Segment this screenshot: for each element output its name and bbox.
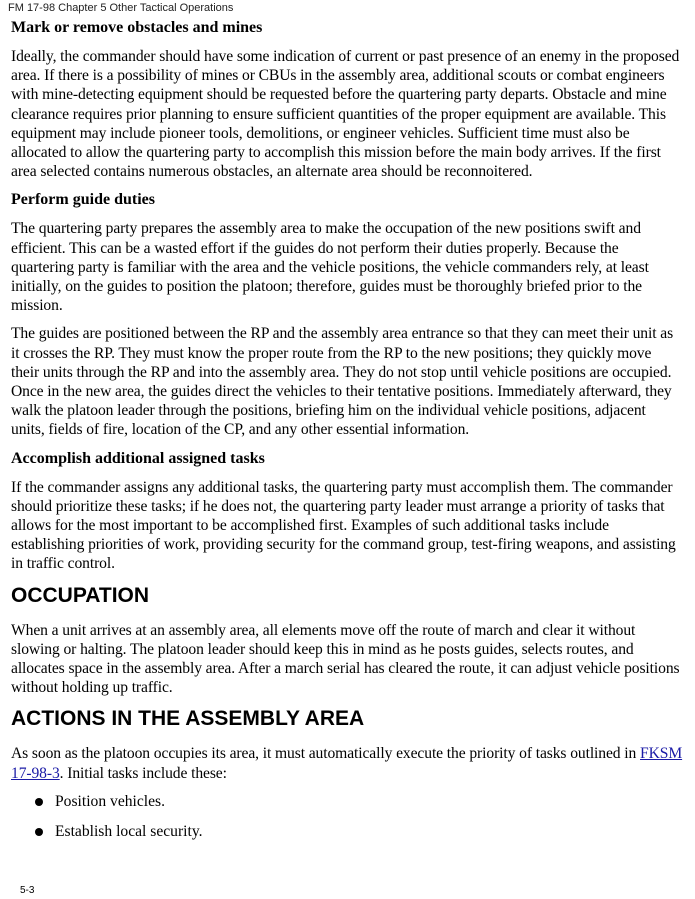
heading-occupation: OCCUPATION xyxy=(11,583,150,607)
bullet-icon xyxy=(35,828,43,836)
document-body xyxy=(11,18,683,852)
running-header: FM 17-98 Chapter 5 Other Tactical Operations xyxy=(8,2,234,14)
list-item-text: Position vehicles. xyxy=(55,792,166,810)
paragraph-additional-tasks: If the commander assigns any additional tasks, the quartering party must accomplish them. The commander should prioritize these tasks; if he does not, the quartering party leader must arrange a priority of tasks that allows for the most important to be accomplished first. Examples of such additional tasks include establishing priorities of work, providing security for the command group, test-firing weapons, and assisting in traffic control. xyxy=(11,478,676,573)
heading-mark-remove-obstacles: Mark or remove obstacles and mines xyxy=(11,19,263,36)
list-item xyxy=(55,792,683,811)
paragraph-guide-duties-1: The quartering party prepares the assembly area to make the occupation of the new positions swift and efficient. This can be a wasted effort if the guides do not perform their duties properly. Because the quartering party is familiar with the area and the vehicle positions, the vehicle commanders rely, at least initially, on the guides to position the platoon; therefore, guides must be thoroughly briefed prior to the mission. xyxy=(11,220,649,315)
initial-tasks-list xyxy=(11,792,683,841)
heading-additional-tasks: Accomplish additional assigned tasks xyxy=(11,449,265,467)
heading-actions-assembly-area: ACTIONS IN THE ASSEMBLY AREA xyxy=(11,707,365,731)
fksm-link[interactable]: FKSM 17-98-3 xyxy=(11,745,683,782)
paragraph-occupation: When a unit arrives at an assembly area, all elements move off the route of march and clear it without slowing or halting. The platoon leader should keep this in mind as he posts guides, selects routes, and allocates space in the assembly area. After a march serial has cleared the route, it can adjust vehicle positions without holding up traffic. xyxy=(11,621,680,697)
paragraph-guide-duties-2: The guides are positioned between the RP and the assembly area entrance so that they can meet their unit as it crosses the RP. They must know the proper route from the RP to the new positions; they quickly move their units through the RP and into the assembly area. They do not stop until vehicle positions are occupied. Once in the new area, the guides direct the vehicles to their tentative positions. Immediately afterward, they walk the platoon leader through the positions, briefing him on the individual vehicle positions, adjacent units, fields of fire, location of the CP, and any other essential information. xyxy=(11,325,674,439)
page-number: 5-3 xyxy=(20,885,35,896)
list-item xyxy=(55,822,683,841)
actions-text-before: As soon as the platoon occupies its area, it must automatically execute the priority of tasks outlined in xyxy=(11,745,641,763)
actions-text-after: . Initial tasks include these: xyxy=(59,764,227,782)
bullet-icon xyxy=(35,798,43,806)
list-item-text: Establish local security. xyxy=(55,823,203,841)
heading-perform-guide-duties: Perform guide duties xyxy=(11,191,155,209)
paragraph-mark-remove: Ideally, the commander should have some indication of current or past presence of an enemy in the proposed area. If there is a possibility of mines or CBUs in the assembly area, additional scouts or combat engineers with mine-detecting equipment should be requested before the quartering party departs. Obstacle and mine clearance requires prior planning to ensure sufficient quantities of the proper equipment are available. This equipment may include pioneer tools, demolitions, or engineer vehicles. Sufficient time must also be allocated to allow the quartering party to accomplish this mission before the main body arrives. If the first area selected contains numerous obstacles, an alternate area should be reconnoitered. xyxy=(11,48,680,181)
paragraph-actions xyxy=(11,744,683,782)
